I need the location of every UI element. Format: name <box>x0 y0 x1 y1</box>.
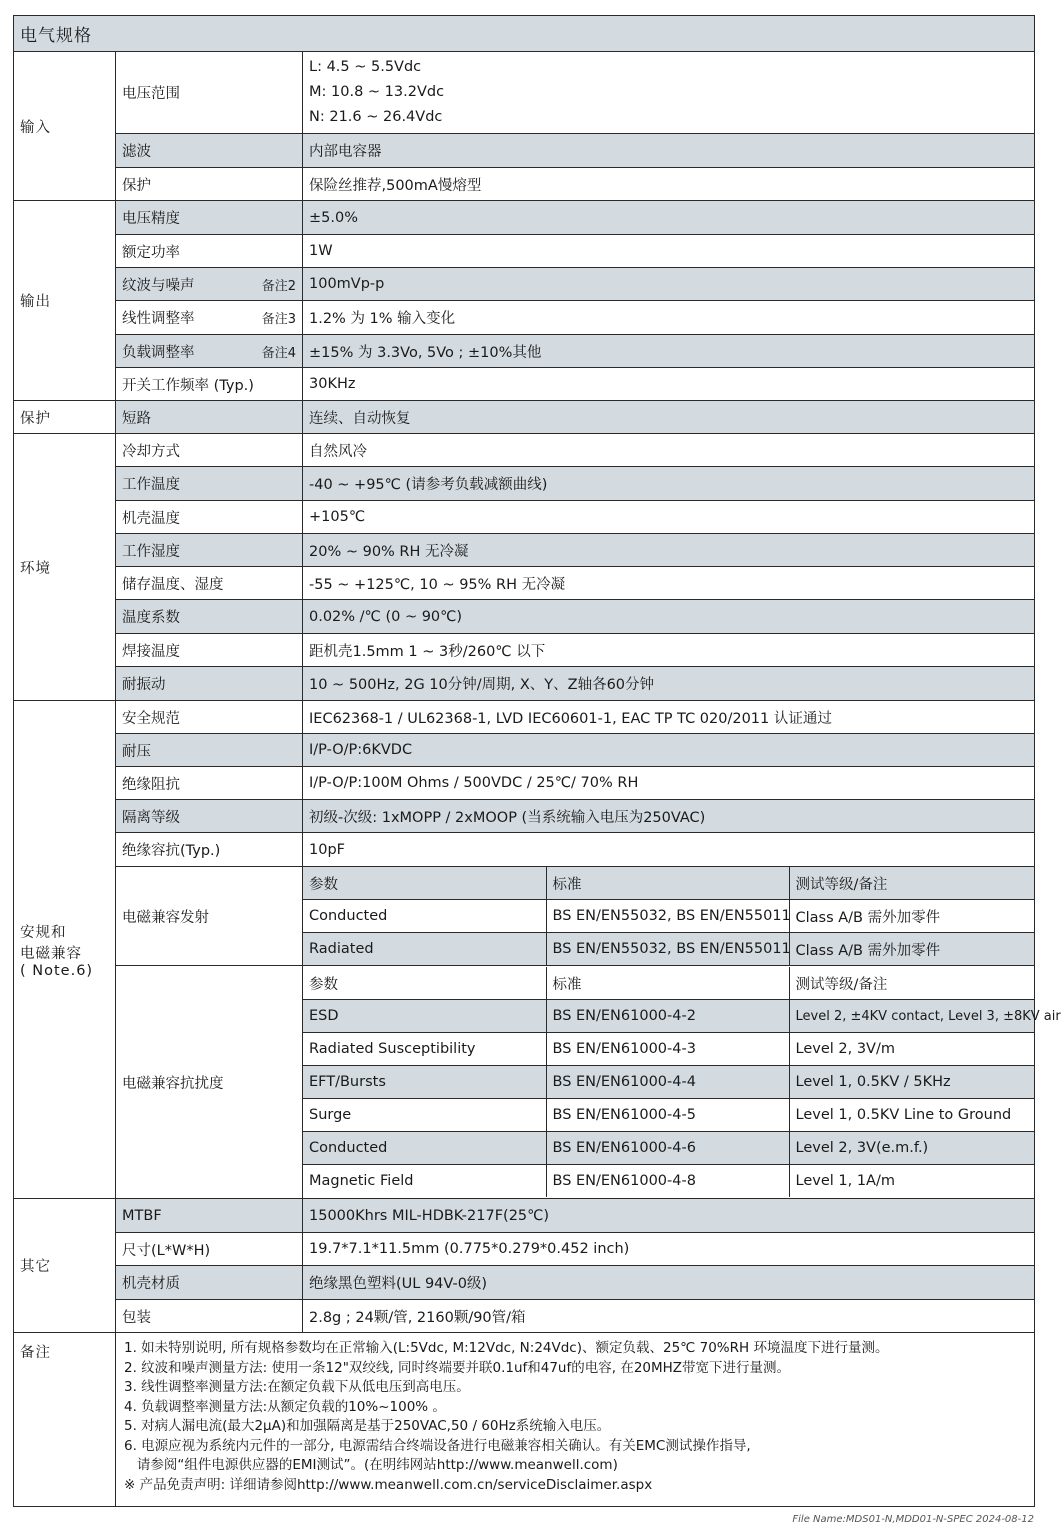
cell: Conducted <box>303 1132 546 1165</box>
row-label: 安全规范 <box>116 701 303 734</box>
row-label: 绝缘阻抗 <box>116 767 303 800</box>
row-label: 线性调整率 备注3 <box>116 301 303 335</box>
note-ref: 备注2 <box>261 278 296 294</box>
emi-subtable-cell <box>303 867 1035 966</box>
row-label: 储存温度、湿度 <box>116 567 303 600</box>
cell: BS EN/EN61000-4-6 <box>546 1132 789 1165</box>
row-value: 1.2% 为 1% 输入变化 <box>303 301 1035 335</box>
row-value: ±15% 为 3.3Vo, 5Vo ; ±10%其他 <box>303 335 1035 368</box>
row-value: 初级-次级: 1xMOPP / 2xMOOP (当系统输入电压为250VAC) <box>303 800 1035 833</box>
notes-body <box>116 1333 1035 1507</box>
note-line: 6. 电源应视为系统内元件的一部分, 电源需结合终端设备进行电磁兼容相关确认。有关EMC测试操作指导, <box>124 1437 751 1454</box>
row-value: 19.7*7.1*11.5mm (0.775*0.279*0.452 inch) <box>303 1233 1035 1266</box>
table-row <box>303 900 1034 933</box>
table-row <box>303 867 1034 900</box>
column-header: 标准 <box>546 967 789 1000</box>
row-value: 10pF <box>303 833 1035 867</box>
cell: Level 2, ±4KV contact, Level 3, ±8KV air <box>789 1000 1034 1033</box>
cell: BS EN/EN61000-4-5 <box>546 1099 789 1132</box>
row-value: I/P-O/P:100M Ohms / 500VDC / 25℃/ 70% RH <box>303 767 1035 800</box>
note-ref: 备注4 <box>261 345 296 361</box>
row-label: 短路 <box>116 401 303 434</box>
section-input: 输入 <box>14 52 116 201</box>
table-row <box>303 1099 1034 1132</box>
row-label: 滤波 <box>116 134 303 168</box>
row-label: 工作温度 <box>116 467 303 501</box>
table-title: 电气规格 <box>14 16 1035 52</box>
cell: Level 1, 0.5KV Line to Ground <box>789 1099 1034 1132</box>
row-value: 保险丝推荐,500mA慢熔型 <box>303 168 1035 201</box>
row-value: -55 ~ +125℃, 10 ~ 95% RH 无冷凝 <box>303 567 1035 600</box>
column-header: 参数 <box>303 967 546 1000</box>
row-label: 开关工作频率 (Typ.) <box>116 368 303 401</box>
cell: Radiated Susceptibility <box>303 1033 546 1066</box>
cell: Class A/B 需外加零件 <box>789 900 1034 933</box>
row-value: 30KHz <box>303 368 1035 401</box>
cell: BS EN/EN61000-4-8 <box>546 1165 789 1198</box>
cell: Level 1, 1A/m <box>795 1173 895 1189</box>
cell: Level 2, 3V(e.m.f.) <box>789 1132 1034 1165</box>
row-label: 温度系数 <box>116 600 303 634</box>
row-value: 1W <box>303 235 1035 268</box>
cell: Radiated <box>303 933 546 966</box>
row-label: 包装 <box>116 1300 303 1333</box>
cell: BS EN/EN61000-4-2 <box>546 1000 789 1033</box>
row-value: ±5.0% <box>303 201 1035 235</box>
row-label: 隔离等级 <box>116 800 303 833</box>
voltage-range-value: L: 4.5 ~ 5.5Vdc M: 10.8 ~ 13.2Vdc N: 21.6 ~ 26.4Vdc <box>303 52 1035 134</box>
note-line: 4. 负载调整率测量方法:从额定负载的10%~100% 。 <box>124 1398 446 1415</box>
note-line: 5. 对病人漏电流(最大2μA)和加强隔离是基于250VAC,50 / 60Hz系统输入电压。 <box>124 1418 611 1434</box>
row-label: 机壳材质 <box>116 1266 303 1300</box>
row-label: 电压精度 <box>116 201 303 235</box>
row-label: 负载调整率 备注4 <box>116 335 303 368</box>
row-value: 连续、自动恢复 <box>303 401 1035 434</box>
row-value: 2.8g ; 24颗/管, 2160颗/90管/箱 <box>303 1300 1035 1333</box>
electrical-spec-table <box>13 15 1061 1507</box>
row-value: 20% ~ 90% RH 无冷凝 <box>303 534 1035 567</box>
cell: Surge <box>303 1099 546 1132</box>
row-value: -40 ~ +95℃ (请参考负载减额曲线) <box>303 467 1035 501</box>
cell: Class A/B 需外加零件 <box>795 942 941 959</box>
row-label: MTBF <box>116 1199 303 1233</box>
row-label: 焊接温度 <box>116 634 303 667</box>
section-safety-emc: 安规和 电磁兼容 ( Note.6) <box>14 701 116 1199</box>
table-row <box>303 1033 1034 1066</box>
column-header: 参数 <box>303 867 546 900</box>
note-line: 2. 纹波和噪声测量方法: 使用一条12"双绞线, 同时终端要并联0.1uf和47uf的电容, 在20MHZ带宽下进行量测。 <box>124 1359 791 1376</box>
row-value: 15000Khrs MIL-HDBK-217F(25℃) <box>303 1199 1035 1233</box>
cell: BS EN/EN55032, BS EN/EN55011 <box>546 900 789 933</box>
row-label: 额定功率 <box>116 235 303 268</box>
emi-subtable <box>303 867 1034 965</box>
cell: Magnetic Field <box>303 1165 546 1198</box>
row-value: 10 ~ 500Hz, 2G 10分钟/周期, X、Y、Z轴各60分钟 <box>303 667 1035 701</box>
section-others: 其它 <box>14 1199 116 1333</box>
row-value: 自然风冷 <box>303 434 1035 467</box>
table-row <box>303 933 1034 966</box>
column-header: 标准 <box>546 867 789 900</box>
row-value: I/P-O/P:6KVDC <box>303 734 1035 767</box>
cell: Level 2, 3V/m <box>789 1033 1034 1066</box>
ems-subtable <box>303 967 1061 1197</box>
ems-label: 电磁兼容抗扰度 <box>116 966 303 1199</box>
row-label: 电压范围 <box>116 52 303 134</box>
row-label: 机壳温度 <box>116 501 303 534</box>
table-row <box>303 1165 1034 1198</box>
emi-label: 电磁兼容发射 <box>116 867 303 966</box>
spec-sheet <box>13 15 1061 1507</box>
column-header: 测试等级/备注 <box>789 967 1034 1000</box>
note-line: 请参阅“组件电源供应器的EMI测试”。(在明纬网站http://www.meanwell.com) <box>124 1457 618 1473</box>
section-protection: 保护 <box>14 401 116 434</box>
row-label: 冷却方式 <box>116 434 303 467</box>
row-value: IEC62368-1 / UL62368-1, LVD IEC60601-1, EAC TP TC 020/2011 认证通过 <box>303 701 1035 734</box>
row-label: 绝缘容抗(Typ.) <box>116 833 303 867</box>
column-header: 测试等级/备注 <box>789 867 1034 900</box>
row-label: 保护 <box>116 168 303 201</box>
section-notes: 备注 <box>14 1333 116 1507</box>
file-footer: File Name:MDS01-N,MDD01-N-SPEC 2024-08-12 <box>792 1514 1034 1525</box>
note-line: 1. 如未特别说明, 所有规格参数均在正常输入(L:5Vdc, M:12Vdc, N:24Vdc)、额定负载、25℃ 70%RH 环境温度下进行量测。 <box>124 1340 889 1356</box>
cell: EFT/Bursts <box>303 1066 546 1099</box>
cell: BS EN/EN55032, BS EN/EN55011 <box>546 933 789 966</box>
cell: Level 1, 0.5KV / 5KHz <box>789 1066 1034 1099</box>
section-environment: 环境 <box>14 434 116 701</box>
table-row <box>303 1132 1034 1165</box>
note-line: ※ 产品免责声明: 详细请参阅http://www.meanwell.com.cn/serviceDisclaimer.aspx <box>124 1476 653 1493</box>
row-label: 尺寸(L*W*H) <box>116 1233 303 1266</box>
ems-subtable-cell <box>303 966 1061 1199</box>
cell: BS EN/EN61000-4-3 <box>546 1033 789 1066</box>
cell: Conducted <box>303 900 546 933</box>
row-label: 纹波与噪声 备注2 <box>116 268 303 301</box>
row-label: 耐振动 <box>116 667 303 701</box>
cell: ESD <box>303 1000 546 1033</box>
note-ref: 备注3 <box>261 312 296 327</box>
row-value: 100mVp-p <box>303 268 1035 301</box>
row-label: 工作湿度 <box>116 534 303 567</box>
section-output: 输出 <box>14 201 116 401</box>
table-row <box>303 1000 1034 1033</box>
note-line: 3. 线性调整率测量方法:在额定负载下从低电压到高电压。 <box>124 1379 470 1395</box>
table-row <box>303 967 1034 1000</box>
row-value: 内部电容器 <box>303 134 1035 168</box>
row-label: 耐压 <box>116 734 303 767</box>
row-value: 绝缘黑色塑料(UL 94V-0级) <box>303 1266 1035 1300</box>
row-value: 距机壳1.5mm 1 ~ 3秒/260℃ 以下 <box>303 634 1035 667</box>
cell: BS EN/EN61000-4-4 <box>546 1066 789 1099</box>
row-value: 0.02% /℃ (0 ~ 90℃) <box>303 600 1035 634</box>
row-value: +105℃ <box>303 501 1035 534</box>
table-row <box>303 1066 1034 1099</box>
